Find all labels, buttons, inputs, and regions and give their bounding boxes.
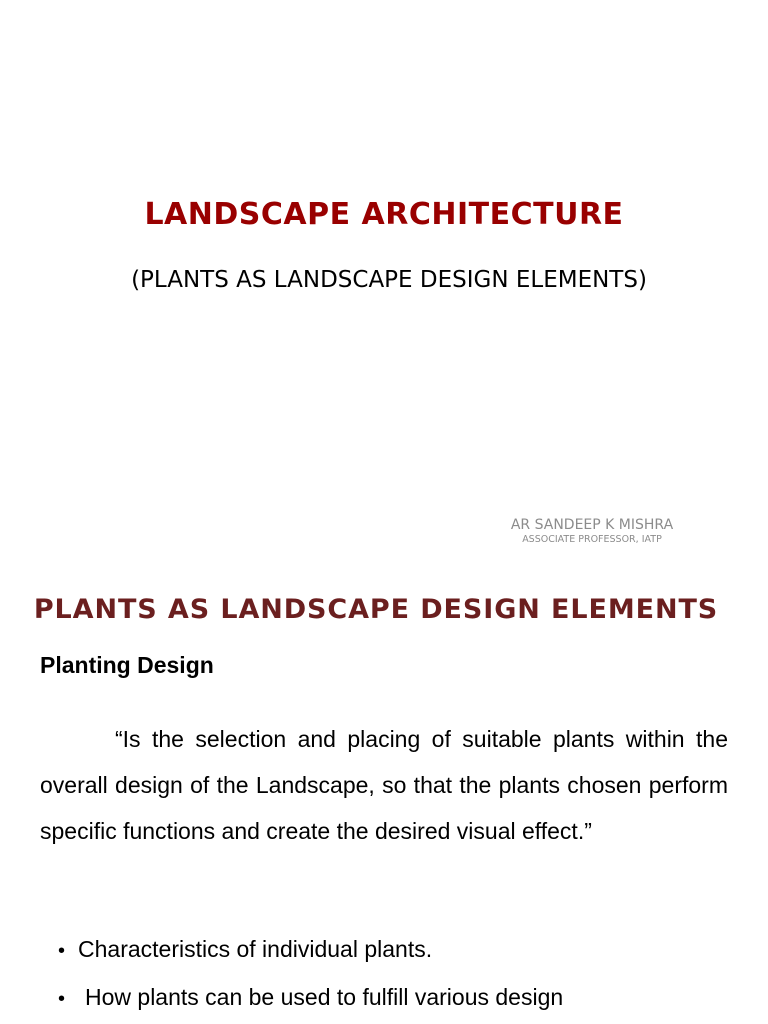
content-slide — [0, 576, 768, 1024]
presentation-title: LANDSCAPE ARCHITECTURE — [144, 197, 624, 232]
bullet-item — [58, 926, 748, 974]
bullet-icon: • — [58, 988, 66, 1010]
bullet-text: Characteristics of individual plants. — [78, 936, 433, 962]
author-block — [492, 516, 692, 546]
section-heading: Planting Design — [40, 652, 214, 678]
definition-quote: “Is the selection and placing of suitable plants within the overall design of the Landscape, so that the plants chosen perform specific functions and create the desired visual effect.” — [40, 726, 728, 844]
slide-title: PLANTS AS LANDSCAPE DESIGN ELEMENTS — [33, 594, 719, 625]
bullet-list — [58, 926, 748, 1022]
bullet-item — [58, 974, 748, 1022]
author-name: AR SANDEEP K MISHRA — [510, 517, 674, 533]
presentation-subtitle: (PLANTS AS LANDSCAPE DESIGN ELEMENTS) — [131, 267, 647, 293]
bullet-icon: • — [58, 940, 66, 962]
author-role: ASSOCIATE PROFESSOR, IATP — [522, 534, 662, 545]
bullet-text: How plants can be used to fulfill various design — [85, 984, 564, 1010]
